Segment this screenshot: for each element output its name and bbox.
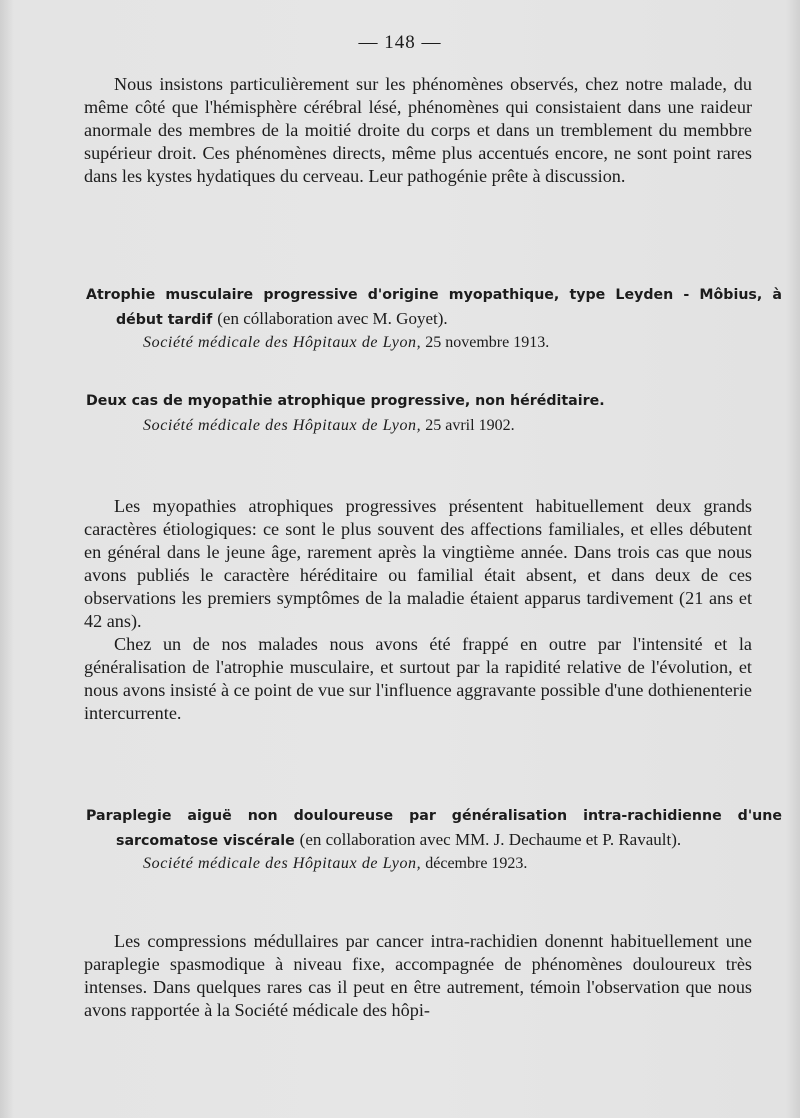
citation-date: décembre 1923. <box>425 855 528 872</box>
citation-society: Société médicale des Hôpitaux de Lyon, <box>143 855 422 872</box>
citation-date: 25 avril 1902. <box>425 417 515 434</box>
citation-date: 25 novembre 1913. <box>425 334 550 351</box>
citation-society: Société médicale des Hôpitaux de Lyon, <box>143 417 422 434</box>
entry-title-atrophie-text: Atrophie musculaire progressive d'origine myopathique, type Leyden - Môbius, à début tardif <box>86 287 782 328</box>
page-number: — 148 — <box>358 32 442 53</box>
entry-title-myopathie <box>86 389 782 413</box>
citation-society: Société médicale des Hôpitaux de Lyon, <box>143 334 422 351</box>
entry-title-paraplegie-text: Paraplegie aiguë non douloureuse par généralisation intra-rachidienne d'une sarcomatose viscérale <box>86 808 782 849</box>
citation-atrophie <box>143 333 549 353</box>
entry-collab-dechaume: (en collaboration avec MM. J. Dechaume et P. Ravault). <box>299 830 682 849</box>
paragraph-kystes: Nous insistons particulièrement sur les phénomènes observés, chez notre malade, du même côté que l'hémisphère cérébral lésé, phénomènes qui consistaient dans une raideur anormale des membres de la moitié droite du corps et dans un tremblement du membbre supérieur droit. Ces phénomènes directs, même plus accentués encore, ne sont point rares dans les kystes hydatiques du cerveau. Leur pathogénie prête à discussion. <box>84 74 752 186</box>
paragraph-compressions: Les compressions médullaires par cancer intra-rachidien donennt habituellement une paraplegie spasmodique à niveau fixe, accompagnée de phénomènes douloureux très intenses. Dans quelques rares cas il peut en être autrement, témoin l'observation que nous avons rapportée à la Société médicale des hôpi- <box>84 931 752 1020</box>
entry-title-atrophie <box>86 283 782 332</box>
entry-title-paraplegie <box>86 804 782 853</box>
entry-collab-goyet: (en cóllaboration avec M. Goyet). <box>217 309 448 328</box>
paragraph-myopathies: Les myopathies atrophiques progressives présentent habituellement deux grands caractères étiologiques: ce sont le plus souvent des affections familiales, et elles débutent en général dans le jeune âge, rarement après la vingtième année. Dans trois cas que nous avons publiés le caractère héréditaire ou familial était absent, et dans deux de ces observations les premiers symptômes de la maladie étaient apparus tardivement (21 ans et 42 ans). <box>84 496 752 631</box>
paragraph-malades: Chez un de nos malades nous avons été frappé en outre par l'intensité et la généralisation de l'atrophie musculaire, et surtout par la rapidité relative de l'évolution, et nous avons insisté à ce point de vue sur l'influence aggravante possible d'une dothienenterie intercurrente. <box>84 634 752 723</box>
citation-paraplegie <box>143 854 527 874</box>
entry-title-myopathie-text: Deux cas de myopathie atrophique progressive, non héréditaire. <box>86 393 605 409</box>
citation-myopathie <box>143 416 515 436</box>
